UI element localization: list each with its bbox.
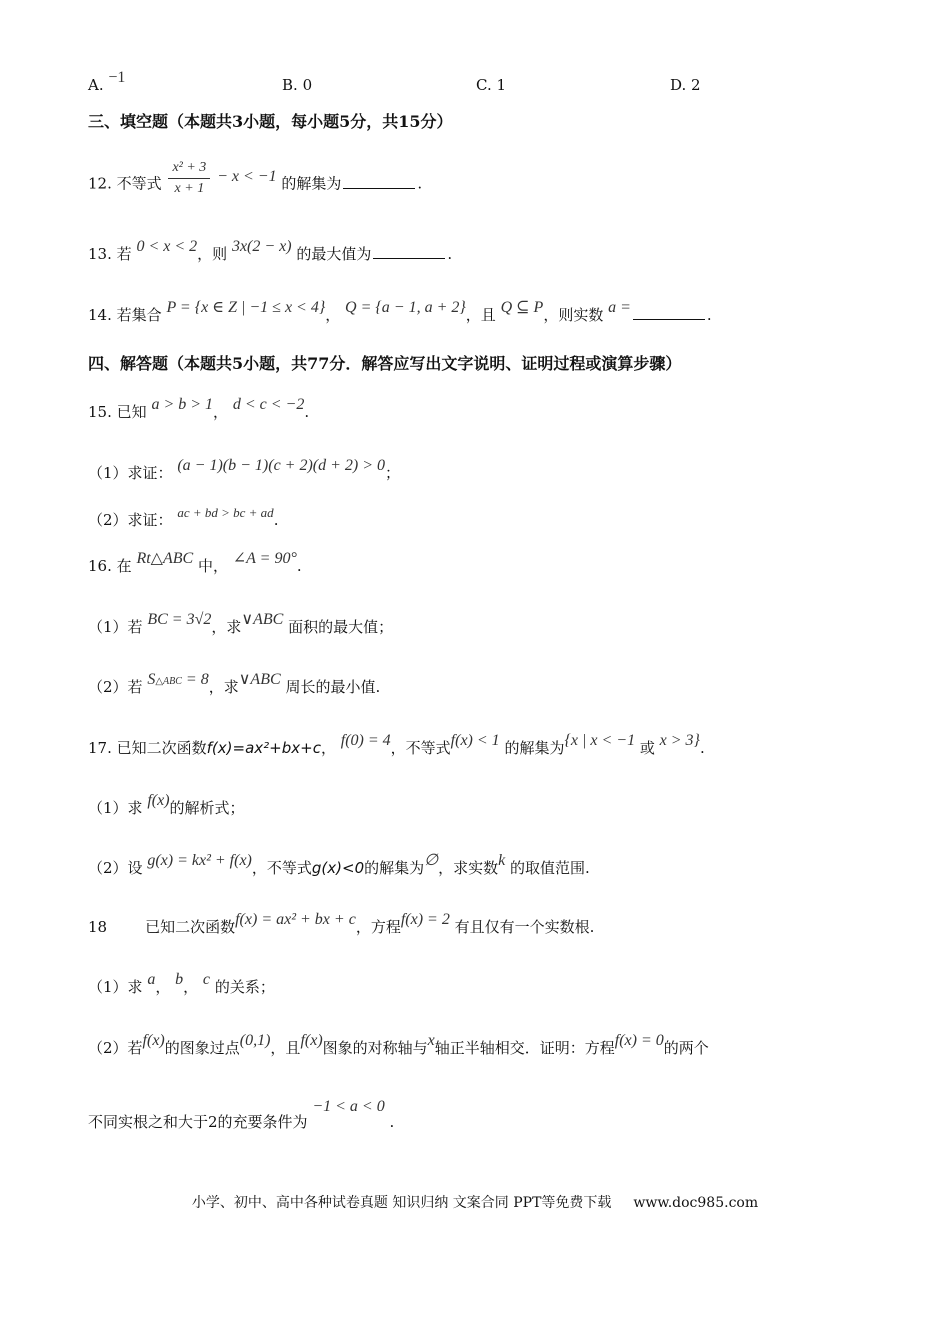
question-text: 的取值范围.: [509, 859, 590, 877]
question-number: 13.: [88, 245, 112, 263]
question-text: 已知: [116, 403, 147, 421]
question-17-part-2: [88, 852, 590, 879]
choice-letter: A.: [88, 76, 104, 94]
question-text: 已知二次函数: [116, 739, 207, 757]
question-text: 不同实根之和大于2的充要条件为: [88, 1113, 308, 1131]
question-text: 的解集为: [504, 739, 565, 757]
math-expression: a =: [608, 299, 631, 316]
math-expression: ac + bd > bc + ad: [177, 505, 274, 520]
question-text: ，方程: [355, 918, 401, 936]
question-text: ，不等式: [390, 739, 451, 757]
answer-blank: [373, 244, 445, 259]
question-18: [88, 911, 595, 938]
punctuation: ，: [183, 978, 199, 996]
question-number: 17.: [88, 739, 112, 757]
question-18-part-2-continued: [88, 1098, 395, 1133]
fraction: [168, 158, 210, 199]
question-17-part-1: [88, 792, 245, 819]
math-expression: {x | x < −1: [564, 732, 636, 749]
question-number: 15.: [88, 403, 112, 421]
math-expression: P = {x ∈ Z | −1 ≤ x < 4}: [166, 299, 326, 316]
question-number: 14.: [88, 306, 112, 324]
question-18-part-2: [88, 1032, 709, 1059]
part-label: （1）求证：: [88, 464, 173, 482]
math-expression: f(x): [142, 1032, 165, 1049]
question-text: 在: [116, 557, 132, 575]
section-4-heading: 四、解答题（本题共5小题，共77分．解答应写出文字说明、证明过程或演算步骤）: [88, 354, 682, 373]
choice-value: 2: [691, 76, 701, 94]
question-text: 或: [639, 739, 655, 757]
math-expression: − x < −1: [217, 167, 277, 185]
math-expression: g(x)<0: [311, 859, 365, 877]
choice-d: [670, 76, 701, 94]
math-expression: x > 3}: [659, 732, 700, 749]
math-expression: k: [498, 852, 506, 869]
math-expression: Rt△ABC: [136, 550, 194, 567]
choice-c: [476, 76, 506, 94]
answer-blank: [343, 174, 415, 189]
question-text: ，不等式: [251, 859, 312, 877]
question-text: ，求实数: [438, 859, 499, 877]
question-text: 图象的对称轴与: [322, 1039, 428, 1057]
question-text: 周长的最小值.: [285, 678, 381, 696]
math-expression: = 8: [185, 671, 209, 688]
question-text: 的关系；: [214, 978, 275, 996]
question-text: 轴正半轴相交．证明：方程: [434, 1039, 615, 1057]
question-text: ，且: [465, 306, 496, 324]
fraction-denominator: x + 1: [168, 178, 210, 199]
math-expression: f(x): [300, 1032, 323, 1049]
question-text: 面积的最大值；: [288, 618, 394, 636]
question-text: 已知二次函数: [145, 918, 236, 936]
question-17: [88, 732, 705, 759]
question-text: 的最大值为: [296, 245, 372, 263]
question-text: 的两个: [663, 1039, 709, 1057]
choice-letter: C.: [476, 76, 492, 94]
question-text: 的解集为: [281, 174, 342, 193]
math-expression: −1 < a < 0: [312, 1098, 385, 1115]
section-3-heading: 三、填空题（本题共3小题，每小题5分，共15分）: [88, 112, 453, 131]
page-footer: [0, 1192, 950, 1212]
question-number: 18: [88, 918, 108, 936]
punctuation: ，: [155, 978, 171, 996]
choice-b: [282, 76, 312, 94]
empty-set-symbol: ∅: [424, 852, 439, 869]
part-label: （2）设: [88, 859, 143, 877]
math-expression: Q = {a − 1, a + 2}: [345, 299, 466, 316]
choice-value: −1: [108, 69, 126, 86]
choice-letter: D.: [670, 76, 687, 94]
math-expression: (0,1): [239, 1032, 271, 1049]
question-text: 的图象过点: [164, 1039, 240, 1057]
question-15-part-2: [88, 505, 279, 531]
question-text: 的解集为: [364, 859, 425, 877]
math-variable: x: [427, 1032, 435, 1049]
math-expression: 3x(2 − x): [231, 238, 292, 255]
fraction-numerator: x² + 3: [172, 160, 207, 175]
math-expression: Q ⊆ P: [500, 299, 544, 316]
question-number: 16.: [88, 557, 112, 575]
part-label: （1）求: [88, 978, 143, 996]
punctuation: ，: [213, 403, 229, 421]
question-18-part-1: [88, 971, 275, 998]
choice-value: 1: [496, 76, 507, 94]
question-15: [88, 396, 310, 423]
choice-value: 0: [302, 76, 313, 94]
math-expression: f(x) = 0: [614, 1032, 664, 1049]
math-subscript: △ABC: [155, 676, 182, 687]
question-text: ，则实数: [543, 306, 604, 324]
punctuation: .: [417, 174, 423, 193]
math-expression: f(x)=ax²+bx+c: [206, 739, 321, 757]
question-16-part-2: [88, 671, 381, 700]
footer-text: 小学、初中、高中各种试卷真题 知识归纳 文案合同 PPT等免费下载: [191, 1195, 612, 1211]
question-text: ，则: [197, 245, 228, 263]
part-label: （1）若: [88, 618, 143, 636]
question-14: [88, 299, 712, 326]
part-label: （2）求证：: [88, 511, 173, 529]
question-15-part-1: [88, 457, 401, 484]
part-label: （2）若: [88, 1039, 143, 1057]
answer-blank: [633, 305, 705, 320]
question-12: [88, 160, 423, 205]
question-text: 若集合: [116, 306, 162, 324]
math-expression: f(x): [147, 792, 170, 809]
question-text: 若: [116, 245, 132, 263]
question-13: [88, 238, 453, 265]
choice-a: [88, 69, 126, 95]
punctuation: .: [304, 403, 310, 421]
choice-letter: B.: [282, 76, 298, 94]
math-expression: BC = 3√2: [147, 611, 212, 628]
punctuation: .: [447, 245, 453, 263]
math-expression: ∨ABC: [238, 671, 281, 688]
math-variable: a: [147, 971, 156, 988]
part-label: （2）若: [88, 678, 143, 696]
part-label: （1）求: [88, 799, 143, 817]
punctuation: .: [296, 557, 302, 575]
question-16: [88, 550, 302, 577]
math-expression: f(x) < 1: [450, 732, 500, 749]
math-expression: d < c < −2: [232, 396, 305, 413]
math-variable: c: [202, 971, 211, 988]
question-text: 不等式: [116, 174, 162, 193]
math-expression: g(x) = kx² + f(x): [147, 852, 252, 869]
question-text: ，求: [208, 678, 239, 696]
math-variable: b: [175, 971, 184, 988]
question-text: ，且: [270, 1039, 301, 1057]
punctuation: ；: [385, 464, 401, 482]
math-expression: f(0) = 4: [340, 732, 391, 749]
punctuation: .: [273, 511, 279, 529]
question-text: 中，: [197, 557, 228, 575]
math-symbol: S: [147, 671, 156, 688]
question-number: 12.: [88, 174, 112, 193]
question-text: ，求: [211, 618, 242, 636]
math-expression: ∠A = 90°: [232, 550, 297, 567]
math-expression: (a − 1)(b − 1)(c + 2)(d + 2) > 0: [177, 457, 386, 474]
punctuation: .: [699, 739, 705, 757]
punctuation: ，: [320, 739, 336, 757]
math-expression: 0 < x < 2: [136, 238, 198, 255]
punctuation: ，: [325, 306, 341, 324]
math-expression: a > b > 1: [151, 396, 214, 413]
footer-url[interactable]: www.doc985.com: [633, 1195, 759, 1211]
math-expression: ∨ABC: [241, 611, 284, 628]
math-expression: f(x) = ax² + bx + c: [235, 911, 356, 928]
question-16-part-1: [88, 611, 394, 638]
punctuation: .: [389, 1113, 395, 1131]
question-text: 有且仅有一个实数根.: [454, 918, 595, 936]
math-expression: f(x) = 2: [400, 911, 450, 928]
question-text: 的解析式；: [169, 799, 245, 817]
punctuation: .: [706, 306, 712, 324]
